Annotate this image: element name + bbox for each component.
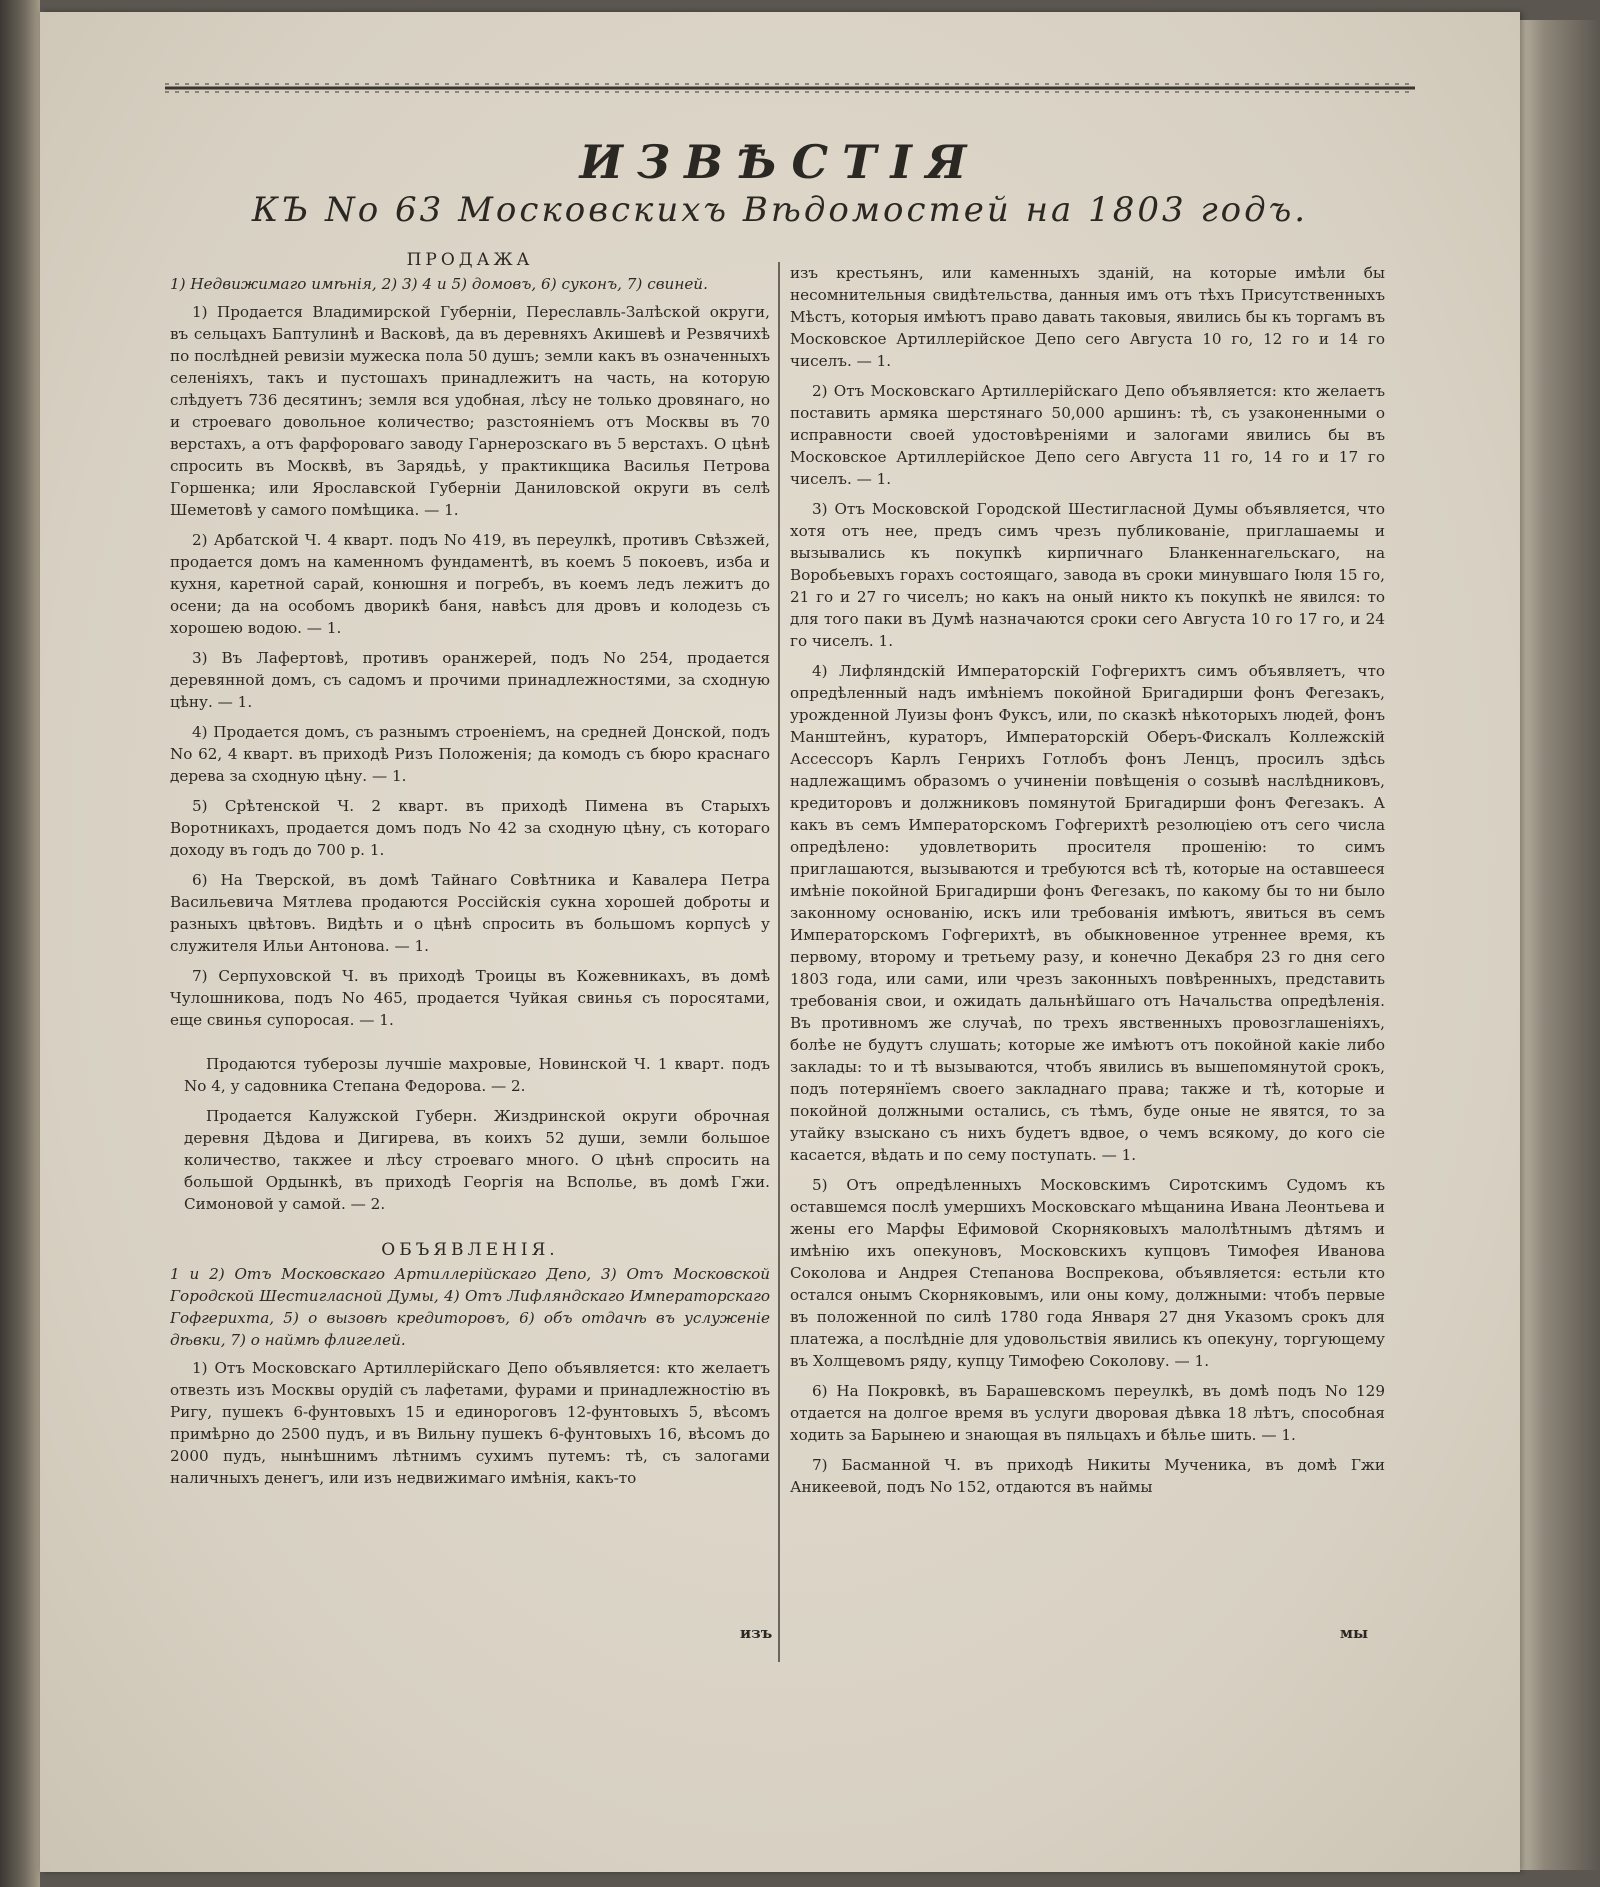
list-item: 5) Срѣтенской Ч. 2 кварт. въ приходѣ Пимена въ Старыхъ Воротникахъ, продается домъ подъ No 42 за сходную цѣну, съ котораго доходу въ годъ до 700 р. 1. [170,797,770,859]
sale-intro: 1) Недвижимаго имѣнія, 2) 3) 4 и 5) домовъ, 6) суконъ, 7) свиней. [170,275,708,293]
list-item: 1) Отъ Московскаго Артиллерійскаго Депо объявляется: кто желаетъ отвезть изъ Москвы орудій съ лафетами, фурами и принадлежностію въ Ригу, пушекъ 6-фунтовыхъ 15 и единороговъ 12-фунтовыхъ 5, вѣсомъ примѣрно до 2500 пудъ, и въ Вильну пушекъ 6-фунтовыхъ 16, вѣсомъ до 2000 пудъ, нынѣшнимъ лѣтнимъ сухимъ путемъ: тѣ, съ залогами наличныхъ денегъ, или изъ недвижимаго имѣнія, какъ-то [170,1359,770,1487]
notice-heading: ОБЪЯВЛЕНІЯ. [381,1240,559,1260]
list-item: 1) Продается Владимирской Губерніи, Переславль-Залѣской округи, въ сельцахъ Баптулинѣ и Васковѣ, да въ деревняхъ Акишевѣ и Резвячихѣ по послѣдней ревизіи мужеска пола 50 душъ; земли какъ въ означенныхъ селеніяхъ, такъ и пустошахъ принадлежитъ на часть, на которую слѣдуетъ 736 десятинъ; земля вся удобная, лѣсу не только дровянаго, но и строеваго довольное количество; разстояніемъ отъ Москвы въ 70 верстахъ, а отъ фарфороваго заводу Гарнерозскаго въ 5 верстахъ. О цѣнѣ спросить въ Москвѣ, въ Зарядьѣ, у практикщика Василья Петрова Горшенка; или Ярославской Губерніи Даниловской округи въ селѣ Шеметовѣ у самого помѣщика. — 1. [170,303,770,519]
list-item: 7) Серпуховской Ч. въ приходѣ Троицы въ Кожевникахъ, въ домѣ Чулошникова, подъ No 465, продается Чуйкая свинья съ поросятами, еще свинья супоросая. — 1. [170,967,770,1029]
ornament-rule [165,80,1415,96]
column-divider [778,262,780,1662]
list-item: 7) Басманной Ч. въ приходѣ Никиты Мученика, въ домѣ Гжи Аникеевой, подъ No 152, отдаются въ наймы [790,1456,1385,1496]
list-item: 3) Отъ Московской Городской Шестигласной Думы объявляется, что хотя отъ нее, предъ симъ чрезъ публикованіе, приглашаемы и вызывались къ покупкѣ кирпичнаго Бланкеннагельскаго, на Воробьевыхъ горахъ состоящаго, завода въ сроки минувшаго Іюля 15 го, 21 го и 27 го чиселъ; но какъ на оный никто къ покупкѣ не явился: то для того паки въ Думѣ назначаются сроки сего Августа 10 го 17 го, и 24 го чиселъ. 1. [790,500,1385,650]
list-item: 5) Отъ опредѣленныхъ Московскимъ Сиротскимъ Судомъ къ оставшемся послѣ умершихъ Московскаго мѣщанина Ивана Леонтьева и жены его Марфы Ефимовой Скорняковыхъ малолѣтнымъ дѣтямъ и имѣнію ихъ опекуновъ, Московскихъ купцовъ Тимофея Иванова Соколова и Андрея Степанова Воспрекова, объявляется: естьли кто остался онымъ Скорняковымъ, или оны кому, должными: чтобъ первые въ положенной по силѣ 1780 года Января 27 дня Указомъ срокъ для платежа, а послѣдніе для удовольствія явились къ опекуну, торгующему въ Холщевомъ ряду, купцу Тимофею Соколову. — 1. [790,1176,1385,1370]
list-item: 4) Лифляндскій Императорскій Гофгерихтъ симъ объявляетъ, что опредѣленный надъ имѣніемъ покойной Бригадирши фонъ Фегезакъ, урожденной Луизы фонъ Фуксъ, или, по сказкѣ нѣкоторыхъ людей, фонъ Манштейнъ, кураторъ, Императорскій Оберъ-Фискалъ Коллежскій Ассессоръ Карлъ Генрихъ Готлобъ фонъ Ленцъ, просилъ здѣсь надлежащимъ образомъ о учиненіи повѣщенія о созывѣ наслѣдниковъ, кредиторовъ и должниковъ помянутой Бригадирши фонъ Фегезакъ. А какъ въ семъ Императорскомъ Гофгерихтѣ резолюціею отъ сего числа опредѣлено: удовлетворить просителя прошенію: то симъ приглашаются, вызываются и требуются всѣ тѣ, которые на оставшееся имѣніе покойной Бригадирши фонъ Фегезакъ, по какому бы то ни было законному основанію, искъ или требованія имѣютъ, явиться въ семъ Императорскомъ Гофгерихтѣ, въ обыкновенное утреннее время, къ первому, второму и третьему разу, и конечно Декабря 23 го дня сего 1803 года, или сами, или чрезъ законныхъ повѣренныхъ, представить требованія свои, и ожидать дальнѣйшаго отъ Начальства опредѣленія. Въ противномъ же случаѣ, по трехъ явственныхъ провозглашеніяхъ, болѣе не будутъ слушать; которые же имѣютъ отъ покойной какіе либо заклады: то и тѣ вызываются, чтобъ явились въ вышепомянутой срокъ, подъ потерянїемъ своего закладнаго права; также и тѣ, которые и покойной должными остались, съ тѣмъ, буде оные не явятся, то за утайку взыскано съ нихъ будетъ вдвое, о чемъ всякому, до кого сіе касается, вѣдать и по сему поступать. — 1. [790,662,1385,1164]
list-item: Продаются туберозы лучшіе махровые, Новинской Ч. 1 кварт. подъ No 4, у садовника Степана Федорова. — 2. [184,1055,770,1095]
list-item: 2) Арбатской Ч. 4 кварт. подъ No 419, въ переулкѣ, противъ Свѣзжей, продается домъ на каменномъ фундаментѣ, въ коемъ 5 покоевъ, изба и кухня, каретной сарай, конюшня и погребъ, въ коемъ ледъ лежитъ до осени; да на особомъ дворикѣ баня, навѣсъ для дровъ и колодезь съ хорошею водою. — 1. [170,531,770,637]
list-item: 2) Отъ Московскаго Артиллерійскаго Депо объявляется: кто желаетъ поставить армяка шерстянаго 50,000 аршинъ: тѣ, съ узаконенными о исправности своей удостовѣреніями и залогами явились бы въ Московское Артиллерійское Депо сего Августа 11 го, 14 го и 17 го чиселъ. — 1. [790,382,1385,488]
list-item: изъ крестьянъ, или каменныхъ зданій, на которые имѣли бы несомнительныя свидѣтельства, данныя имъ отъ тѣхъ Присутственныхъ Мѣстъ, которыя имѣютъ право давать таковыя, явились бы къ торгамъ въ Московское Артиллерійское Депо сего Августа 10 го, 12 го и 14 го чиселъ. — 1. [790,264,1385,370]
newspaper-page [40,12,1520,1872]
list-item: 4) Продается домъ, съ разнымъ строеніемъ, на средней Донской, подъ No 62, 4 кварт. въ приходѣ Ризъ Положенія; да комодъ съ бюро краснаго дерева за сходную цѣну. — 1. [170,723,770,785]
list-item: 3) Въ Лафертовѣ, противъ оранжерей, подъ No 254, продается деревянной домъ, съ садомъ и прочими принадлежностями, за сходную цѣну. — 1. [170,649,770,711]
catchword-right: мы [1340,1624,1369,1642]
page-edge [1520,20,1600,1870]
book-spine [0,0,40,1887]
notice-intro: 1 и 2) Отъ Московскаго Артиллерійскаго Депо, 3) Отъ Московской Городской Шестигласной Думы, 4) Отъ Лифляндскаго Императорскаго Гофгерихта, 5) о вызовѣ кредиторовъ, 6) объ отдачѣ въ услуженіе дѣвки, 7) о наймѣ флигелей. [170,1265,770,1349]
page-subtitle: КЪ No 63 Московскихъ Вѣдомостей на 1803 годъ. [251,190,1309,230]
sale-heading: ПРОДАЖА [406,250,534,270]
right-column [790,262,1385,1662]
list-item: Продается Калужской Губерн. Жиздринской округи оброчная деревня Дѣдова и Дигирева, въ коихъ 52 души, земли большое количество, такжее и лѣсу строеваго много. О цѣнѣ спросить на большой Ордынкѣ, въ приходѣ Георгія на Всполье, въ домѣ Гжи. Симоновой у самой. — 2. [184,1107,770,1213]
list-item: 6) На Тверской, въ домѣ Тайнаго Совѣтника и Кавалера Петра Васильевича Мятлева продаются Россійскія сукна хорошей доброты и разныхъ цвѣтовъ. Видѣть и о цѣнѣ спросить въ большомъ корпусѣ у служителя Ильи Антонова. — 1. [170,871,770,955]
list-item: 6) На Покровкѣ, въ Барашевскомъ переулкѣ, въ домѣ подъ No 129 отдается на долгое время въ услуги дворовая дѣвка 18 лѣтъ, способная ходить за Барынею и знающая въ пяльцахъ и бѣлье шить. — 1. [790,1382,1385,1444]
left-column [170,247,773,1657]
catchword-left: изъ [740,1624,773,1642]
page-title: ИЗВѢСТІЯ [579,135,981,189]
